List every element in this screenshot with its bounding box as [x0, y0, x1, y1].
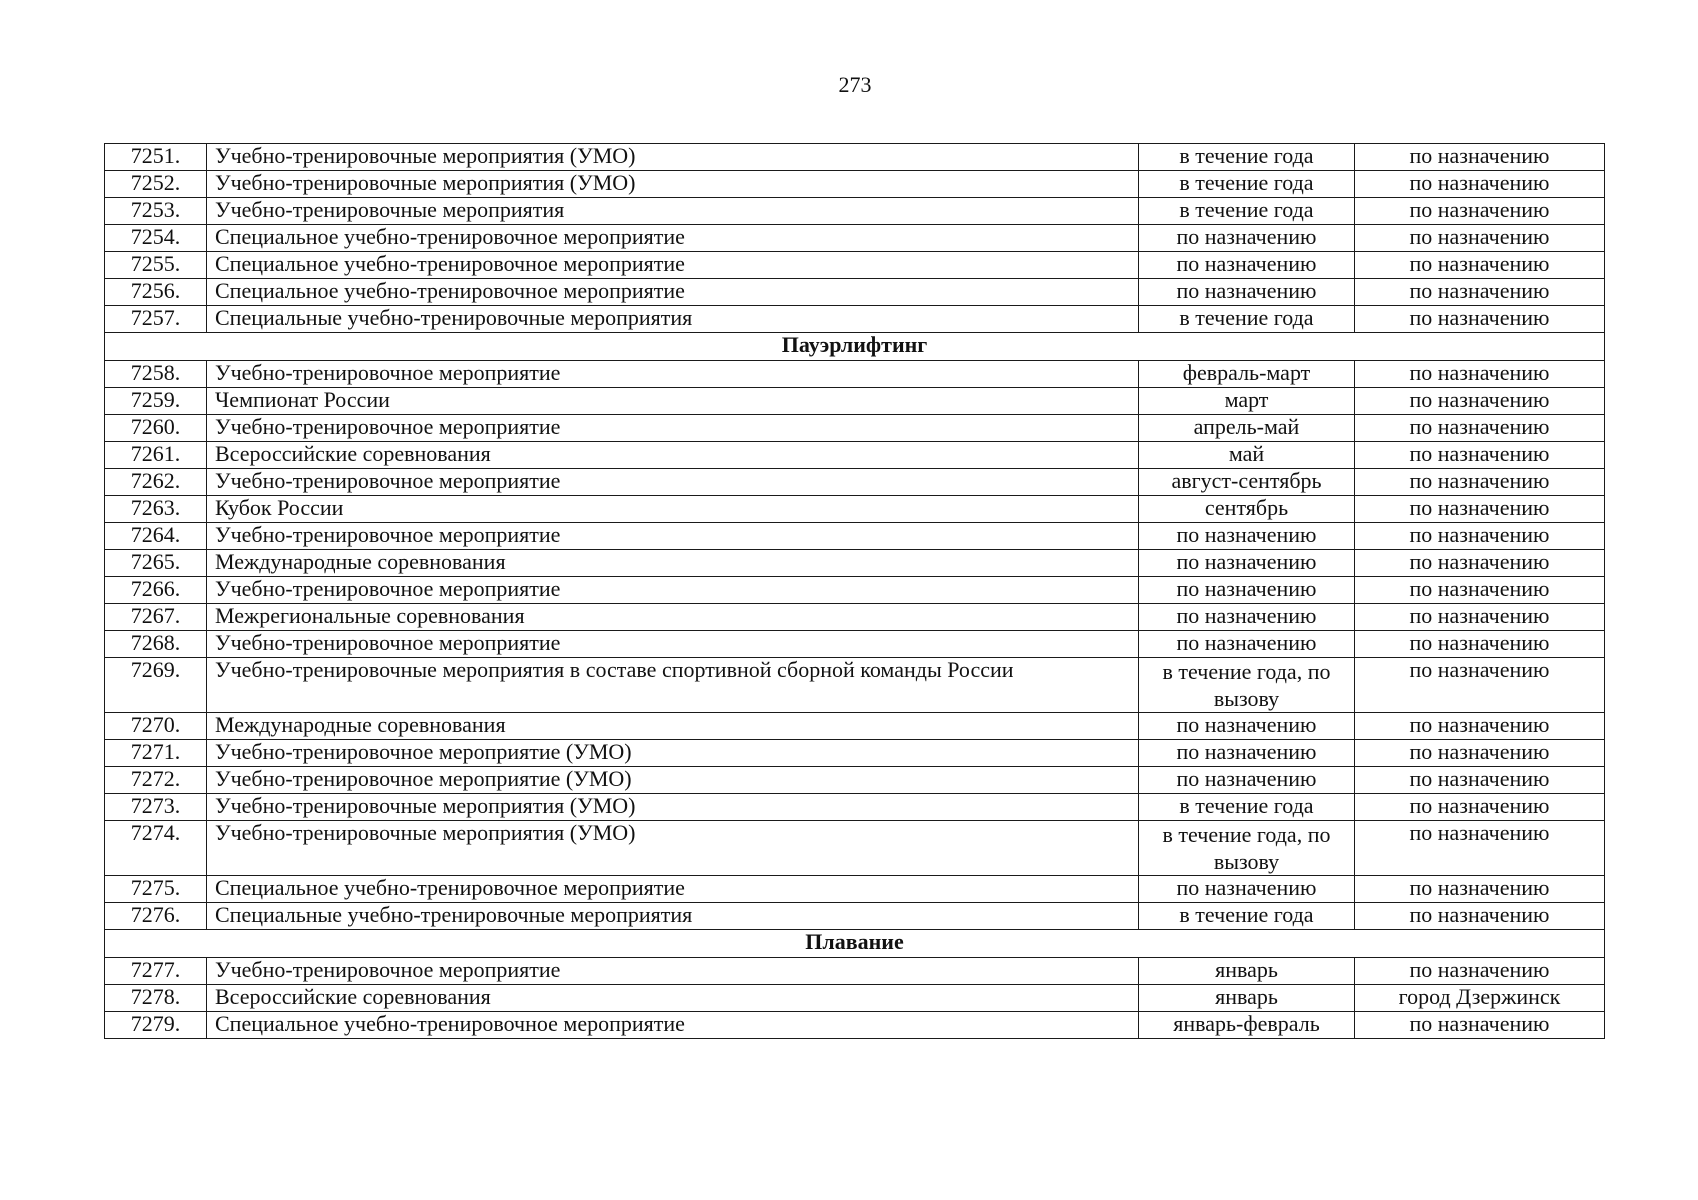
row-number-cell: 7258. [105, 361, 207, 388]
table-row [105, 550, 1605, 577]
event-date-cell: по назначению [1139, 252, 1355, 279]
event-name-cell: Чемпионат России [207, 388, 1139, 415]
row-number-cell: 7262. [105, 469, 207, 496]
event-place-cell: по назначению [1355, 496, 1605, 523]
section-title: Пауэрлифтинг [105, 333, 1605, 361]
table-row [105, 577, 1605, 604]
table-row [105, 171, 1605, 198]
event-date-cell: январь-февраль [1139, 1012, 1355, 1039]
event-date-cell: январь [1139, 958, 1355, 985]
event-place-cell: по назначению [1355, 658, 1605, 713]
table-row [105, 1012, 1605, 1039]
event-name-cell: Специальное учебно-тренировочное мероприятие [207, 876, 1139, 903]
row-number-cell: 7270. [105, 713, 207, 740]
row-number-cell: 7267. [105, 604, 207, 631]
event-place-cell: по назначению [1355, 794, 1605, 821]
event-date-cell: по назначению [1139, 767, 1355, 794]
event-name-cell: Кубок России [207, 496, 1139, 523]
table-row [105, 279, 1605, 306]
event-name-cell: Учебно-тренировочные мероприятия (УМО) [207, 171, 1139, 198]
event-name-cell: Специальное учебно-тренировочное мероприятие [207, 279, 1139, 306]
event-name-cell: Учебно-тренировочные мероприятия [207, 198, 1139, 225]
event-place-cell: по назначению [1355, 821, 1605, 876]
section-title: Плавание [105, 930, 1605, 958]
event-date-cell: март [1139, 388, 1355, 415]
event-date-cell: по назначению [1139, 550, 1355, 577]
row-number-cell: 7253. [105, 198, 207, 225]
event-place-cell: по назначению [1355, 713, 1605, 740]
event-date-cell: по назначению [1139, 279, 1355, 306]
event-name-cell: Учебно-тренировочные мероприятия (УМО) [207, 821, 1139, 876]
event-name-cell: Всероссийские соревнования [207, 442, 1139, 469]
event-date-cell: январь [1139, 985, 1355, 1012]
event-date-cell: по назначению [1139, 523, 1355, 550]
event-date-cell: февраль-март [1139, 361, 1355, 388]
event-name-cell: Международные соревнования [207, 550, 1139, 577]
event-name-cell: Специальное учебно-тренировочное мероприятие [207, 1012, 1139, 1039]
event-place-cell: по назначению [1355, 279, 1605, 306]
event-name-cell: Специальное учебно-тренировочное мероприятие [207, 252, 1139, 279]
row-number-cell: 7264. [105, 523, 207, 550]
event-date-cell: по назначению [1139, 713, 1355, 740]
event-date-cell: в течение года [1139, 198, 1355, 225]
event-place-cell: по назначению [1355, 442, 1605, 469]
event-place-cell: по назначению [1355, 958, 1605, 985]
table-row [105, 821, 1605, 876]
event-place-cell: по назначению [1355, 306, 1605, 333]
row-number-cell: 7255. [105, 252, 207, 279]
row-number-cell: 7268. [105, 631, 207, 658]
row-number-cell: 7277. [105, 958, 207, 985]
event-date-cell: в течение года, по вызову [1139, 821, 1355, 876]
table-row [105, 469, 1605, 496]
row-number-cell: 7271. [105, 740, 207, 767]
event-place-cell: по назначению [1355, 388, 1605, 415]
table-row [105, 252, 1605, 279]
event-place-cell: по назначению [1355, 1012, 1605, 1039]
event-date-cell: апрель-май [1139, 415, 1355, 442]
event-place-cell: по назначению [1355, 577, 1605, 604]
row-number-cell: 7273. [105, 794, 207, 821]
table-row [105, 794, 1605, 821]
row-number-cell: 7276. [105, 903, 207, 930]
event-name-cell: Учебно-тренировочные мероприятия (УМО) [207, 794, 1139, 821]
table-row [105, 198, 1605, 225]
event-place-cell: по назначению [1355, 876, 1605, 903]
event-date-cell: в течение года [1139, 794, 1355, 821]
row-number-cell: 7272. [105, 767, 207, 794]
table-row [105, 604, 1605, 631]
row-number-cell: 7256. [105, 279, 207, 306]
event-name-cell: Специальные учебно-тренировочные мероприятия [207, 306, 1139, 333]
table-row [105, 658, 1605, 713]
event-date-cell: май [1139, 442, 1355, 469]
row-number-cell: 7269. [105, 658, 207, 713]
table-row [105, 713, 1605, 740]
event-place-cell: по назначению [1355, 225, 1605, 252]
row-number-cell: 7261. [105, 442, 207, 469]
table-row [105, 442, 1605, 469]
row-number-cell: 7257. [105, 306, 207, 333]
event-date-cell: по назначению [1139, 876, 1355, 903]
event-place-cell: по назначению [1355, 903, 1605, 930]
event-date-cell: в течение года [1139, 144, 1355, 171]
event-name-cell: Учебно-тренировочные мероприятия в составе спортивной сборной команды России [207, 658, 1139, 713]
page-number: 273 [838, 72, 872, 97]
event-name-cell: Учебно-тренировочное мероприятие (УМО) [207, 767, 1139, 794]
event-name-cell: Специальные учебно-тренировочные мероприятия [207, 903, 1139, 930]
event-place-cell: по назначению [1355, 198, 1605, 225]
table-row [105, 958, 1605, 985]
table-row [105, 496, 1605, 523]
event-date-cell: по назначению [1139, 577, 1355, 604]
event-date-cell: по назначению [1139, 604, 1355, 631]
event-date-cell: по назначению [1139, 631, 1355, 658]
table-row [105, 388, 1605, 415]
row-number-cell: 7265. [105, 550, 207, 577]
table-row [105, 767, 1605, 794]
row-number-cell: 7275. [105, 876, 207, 903]
row-number-cell: 7254. [105, 225, 207, 252]
event-name-cell: Учебно-тренировочное мероприятие [207, 469, 1139, 496]
event-name-cell: Учебно-тренировочное мероприятие [207, 415, 1139, 442]
table-row [105, 903, 1605, 930]
row-number-cell: 7252. [105, 171, 207, 198]
table-row [105, 985, 1605, 1012]
event-place-cell: по назначению [1355, 604, 1605, 631]
table-row [105, 225, 1605, 252]
event-place-cell: по назначению [1355, 144, 1605, 171]
table-row [105, 523, 1605, 550]
event-name-cell: Межрегиональные соревнования [207, 604, 1139, 631]
event-place-cell: по назначению [1355, 523, 1605, 550]
table-row [105, 415, 1605, 442]
table-row [105, 306, 1605, 333]
event-place-cell: по назначению [1355, 252, 1605, 279]
event-place-cell: по назначению [1355, 361, 1605, 388]
event-name-cell: Учебно-тренировочное мероприятие [207, 523, 1139, 550]
row-number-cell: 7266. [105, 577, 207, 604]
event-name-cell: Всероссийские соревнования [207, 985, 1139, 1012]
event-name-cell: Специальное учебно-тренировочное мероприятие [207, 225, 1139, 252]
table-row [105, 144, 1605, 171]
event-place-cell: по назначению [1355, 550, 1605, 577]
event-place-cell: по назначению [1355, 415, 1605, 442]
row-number-cell: 7259. [105, 388, 207, 415]
event-place-cell: по назначению [1355, 469, 1605, 496]
event-place-cell: город Дзержинск [1355, 985, 1605, 1012]
row-number-cell: 7274. [105, 821, 207, 876]
event-name-cell: Учебно-тренировочное мероприятие (УМО) [207, 740, 1139, 767]
event-name-cell: Учебно-тренировочное мероприятие [207, 631, 1139, 658]
event-name-cell: Международные соревнования [207, 713, 1139, 740]
event-date-cell: в течение года, по вызову [1139, 658, 1355, 713]
row-number-cell: 7263. [105, 496, 207, 523]
section-header-row [105, 930, 1605, 958]
event-date-cell: по назначению [1139, 225, 1355, 252]
table-row [105, 740, 1605, 767]
event-name-cell: Учебно-тренировочное мероприятие [207, 958, 1139, 985]
event-place-cell: по назначению [1355, 631, 1605, 658]
event-place-cell: по назначению [1355, 740, 1605, 767]
row-number-cell: 7260. [105, 415, 207, 442]
event-date-cell: в течение года [1139, 306, 1355, 333]
section-header-row [105, 333, 1605, 361]
event-date-cell: август-сентябрь [1139, 469, 1355, 496]
table-row [105, 361, 1605, 388]
event-place-cell: по назначению [1355, 171, 1605, 198]
row-number-cell: 7279. [105, 1012, 207, 1039]
events-table-body [105, 144, 1605, 1039]
events-table [104, 143, 1605, 1039]
row-number-cell: 7251. [105, 144, 207, 171]
event-date-cell: в течение года [1139, 171, 1355, 198]
event-place-cell: по назначению [1355, 767, 1605, 794]
event-name-cell: Учебно-тренировочное мероприятие [207, 577, 1139, 604]
table-row [105, 631, 1605, 658]
event-date-cell: по назначению [1139, 740, 1355, 767]
event-date-cell: в течение года [1139, 903, 1355, 930]
event-name-cell: Учебно-тренировочные мероприятия (УМО) [207, 144, 1139, 171]
event-date-cell: сентябрь [1139, 496, 1355, 523]
table-row [105, 876, 1605, 903]
event-name-cell: Учебно-тренировочное мероприятие [207, 361, 1139, 388]
row-number-cell: 7278. [105, 985, 207, 1012]
